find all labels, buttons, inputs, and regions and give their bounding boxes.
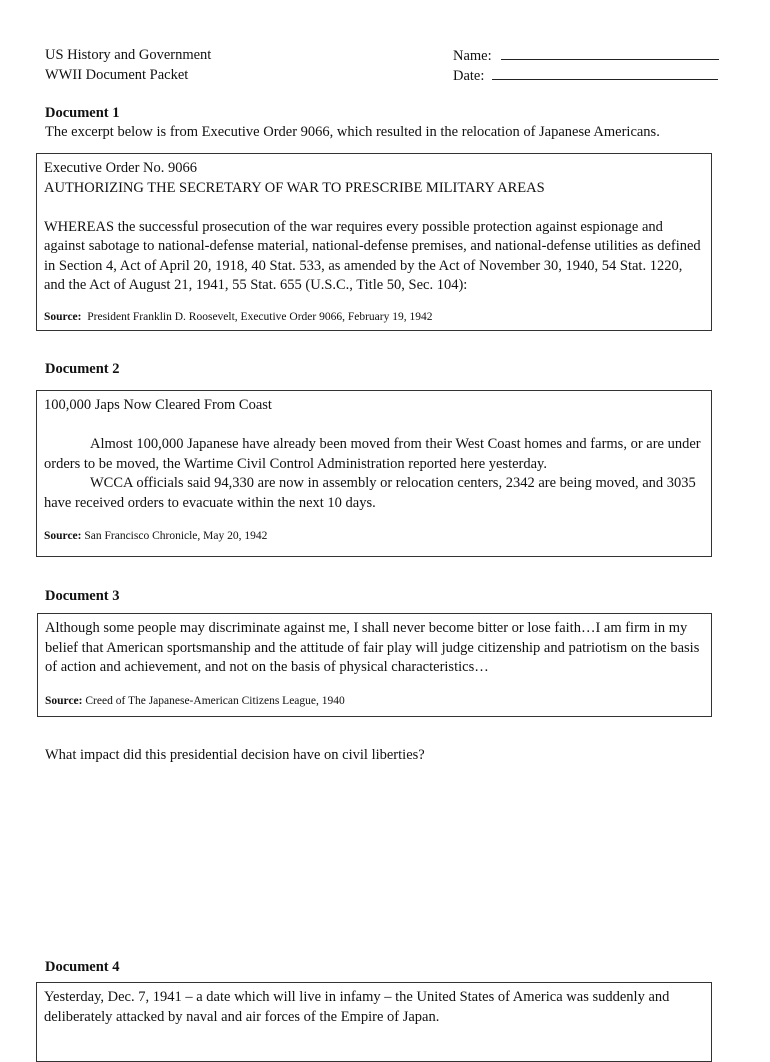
document-2-source (44, 527, 703, 547)
date-row (453, 66, 718, 87)
source-text: San Francisco Chronicle, May 20, 1942 (84, 530, 268, 542)
order-title: AUTHORIZING THE SECRETARY OF WAR TO PRESCRIBE MILITARY AREAS (44, 179, 545, 196)
name-label: Name: (453, 48, 492, 64)
source-label: Source: (45, 694, 83, 707)
source-label: Source: (44, 310, 82, 323)
source-label: Source: (44, 530, 82, 542)
document-4-box (36, 982, 712, 1062)
question-prompt: What impact did this presidential decision have on civil liberties? (45, 747, 425, 763)
document-2-box (36, 390, 712, 557)
document-3-source (45, 692, 703, 712)
course-title: US History and Government (45, 47, 212, 63)
order-excerpt: WHEREAS the successful prosecution of the war requires every possible protection against espionage and against sabotage to national-defense material, national-defense premises, and national-defense utilities as defined in Section 4, Act of April 20, 1918, 40 Stat. 533, as amended by the Act of November 30, 1940, 54 Stat. 1220, and the Act of August 21, 1941, 55 Stat. 655 (U.S.C., Title 50, Sec. 104): (44, 218, 701, 293)
document-1-intro: The excerpt below is from Executive Order 9066, which resulted in the relocation of Japanese Americans. (45, 124, 660, 140)
article-paragraph-2: WCCA officials said 94,330 are now in assembly or relocation centers, 2342 are being moved, and 3035 have received orders to evacuate within the next 10 days. (44, 475, 696, 511)
order-number: Executive Order No. 9066 (44, 160, 198, 176)
name-blank[interactable] (501, 46, 719, 60)
date-label: Date: (453, 68, 485, 84)
article-paragraph-1: Almost 100,000 Japanese have already been moved from their West Coast homes and farms, or are under orders to be moved, the Wartime Civil Control Administration reported here yesterday. (44, 436, 701, 472)
source-text: Creed of The Japanese-American Citizens League, 1940 (85, 694, 345, 707)
document-3-box (37, 613, 712, 717)
document-1-heading: Document 1 (45, 105, 120, 121)
document-4-heading: Document 4 (45, 959, 120, 975)
creed-excerpt: Although some people may discriminate against me, I shall never become bitter or lose faith…I am firm in my belief that American sportsmanship and the attitude of fair play will judge citizenship and patriotism on the basis of action and achievement, and not on the basis of physical characteristics… (45, 620, 700, 675)
document-3-heading: Document 3 (45, 588, 120, 604)
document-1-box (36, 153, 712, 331)
name-row (453, 46, 719, 67)
article-headline: 100,000 Japs Now Cleared From Coast (44, 397, 272, 413)
date-blank[interactable] (492, 66, 718, 80)
answer-area[interactable] (45, 772, 712, 942)
source-text: President Franklin D. Roosevelt, Executive Order 9066, February 19, 1942 (87, 310, 433, 323)
document-1-source (44, 308, 703, 328)
speech-excerpt: Yesterday, Dec. 7, 1941 – a date which will live in infamy – the United States of America was suddenly and deliberately attacked by naval and air forces of the Empire of Japan. (44, 989, 670, 1025)
document-2-heading: Document 2 (45, 361, 120, 377)
packet-title: WWII Document Packet (45, 67, 189, 83)
